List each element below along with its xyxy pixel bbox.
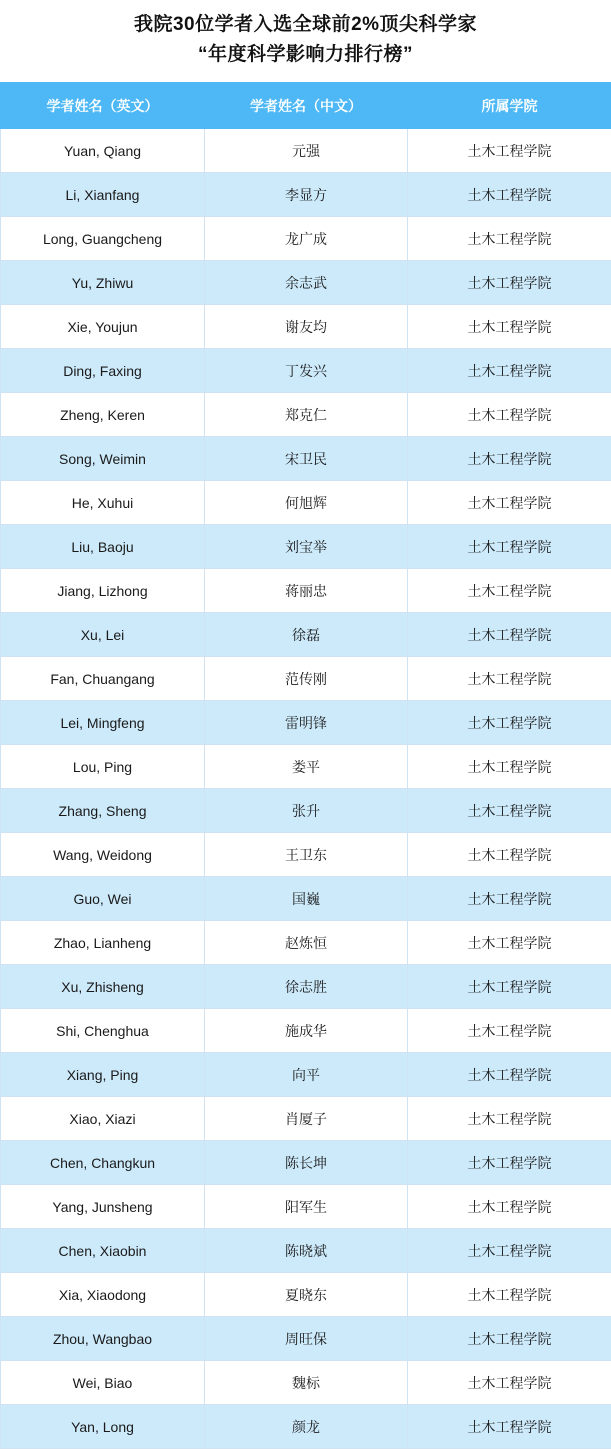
cell-name-zh: 娄平: [205, 745, 408, 789]
table-row: [1, 965, 611, 1009]
table-row: [1, 1053, 611, 1097]
cell-name-zh: 谢友均: [205, 305, 408, 349]
table-row: [1, 481, 611, 525]
cell-name-zh: 徐志胜: [205, 965, 408, 1009]
cell-name-en: Fan, Chuangang: [1, 657, 205, 701]
cell-school: 土木工程学院: [408, 921, 611, 965]
table-row: [1, 789, 611, 833]
table-row: [1, 833, 611, 877]
cell-name-zh: 蒋丽忠: [205, 569, 408, 613]
table-row: [1, 877, 611, 921]
cell-name-en: Zhao, Lianheng: [1, 921, 205, 965]
cell-name-zh: 夏晓东: [205, 1273, 408, 1317]
cell-name-en: Wang, Weidong: [1, 833, 205, 877]
cell-school: 土木工程学院: [408, 129, 611, 173]
cell-school: 土木工程学院: [408, 393, 611, 437]
cell-name-en: Long, Guangcheng: [1, 217, 205, 261]
table-row: [1, 261, 611, 305]
cell-name-zh: 赵炼恒: [205, 921, 408, 965]
table-row: [1, 305, 611, 349]
cell-name-zh: 王卫东: [205, 833, 408, 877]
table-body: [1, 129, 611, 1449]
table-header: [1, 83, 611, 129]
table-row: [1, 613, 611, 657]
table-row: [1, 1185, 611, 1229]
table-row: [1, 1273, 611, 1317]
cell-school: 土木工程学院: [408, 1097, 611, 1141]
cell-name-en: Zheng, Keren: [1, 393, 205, 437]
table-row: [1, 1097, 611, 1141]
cell-name-en: Yuan, Qiang: [1, 129, 205, 173]
cell-name-zh: 郑克仁: [205, 393, 408, 437]
cell-school: 土木工程学院: [408, 965, 611, 1009]
table-row: [1, 1361, 611, 1405]
cell-school: 土木工程学院: [408, 569, 611, 613]
cell-name-en: Yang, Junsheng: [1, 1185, 205, 1229]
cell-name-zh: 肖厦子: [205, 1097, 408, 1141]
cell-school: 土木工程学院: [408, 305, 611, 349]
cell-name-zh: 颜龙: [205, 1405, 408, 1449]
page-title-line-1: 我院30位学者入选全球前2%顶尖科学家: [20, 10, 591, 40]
table-header-row: [1, 83, 611, 129]
page-title-line-2: “年度科学影响力排行榜”: [20, 40, 591, 70]
cell-name-en: Li, Xianfang: [1, 173, 205, 217]
cell-school: 土木工程学院: [408, 1405, 611, 1449]
cell-name-en: Xiang, Ping: [1, 1053, 205, 1097]
cell-name-en: Chen, Changkun: [1, 1141, 205, 1185]
table-row: [1, 173, 611, 217]
cell-school: 土木工程学院: [408, 833, 611, 877]
cell-name-zh: 陈晓斌: [205, 1229, 408, 1273]
cell-school: 土木工程学院: [408, 1273, 611, 1317]
cell-school: 土木工程学院: [408, 613, 611, 657]
cell-name-en: Xu, Lei: [1, 613, 205, 657]
table-row: [1, 525, 611, 569]
cell-school: 土木工程学院: [408, 1053, 611, 1097]
table-row: [1, 921, 611, 965]
cell-school: 土木工程学院: [408, 1009, 611, 1053]
cell-name-zh: 雷明锋: [205, 701, 408, 745]
page-title: [0, 0, 611, 82]
cell-school: 土木工程学院: [408, 745, 611, 789]
cell-name-zh: 阳军生: [205, 1185, 408, 1229]
cell-school: 土木工程学院: [408, 701, 611, 745]
cell-name-zh: 丁发兴: [205, 349, 408, 393]
cell-school: 土木工程学院: [408, 173, 611, 217]
table-row: [1, 217, 611, 261]
cell-name-zh: 李显方: [205, 173, 408, 217]
cell-name-en: Shi, Chenghua: [1, 1009, 205, 1053]
cell-school: 土木工程学院: [408, 525, 611, 569]
cell-school: 土木工程学院: [408, 261, 611, 305]
cell-name-zh: 魏标: [205, 1361, 408, 1405]
column-header-name-en: 学者姓名（英文）: [1, 83, 205, 129]
column-header-school: 所属学院: [408, 83, 611, 129]
cell-name-en: Ding, Faxing: [1, 349, 205, 393]
cell-name-en: Zhou, Wangbao: [1, 1317, 205, 1361]
cell-name-zh: 徐磊: [205, 613, 408, 657]
cell-name-en: Xie, Youjun: [1, 305, 205, 349]
cell-school: 土木工程学院: [408, 1141, 611, 1185]
cell-name-en: Lei, Mingfeng: [1, 701, 205, 745]
cell-school: 土木工程学院: [408, 877, 611, 921]
table-row: [1, 349, 611, 393]
cell-name-en: Guo, Wei: [1, 877, 205, 921]
cell-name-en: Lou, Ping: [1, 745, 205, 789]
table-row: [1, 1317, 611, 1361]
cell-school: 土木工程学院: [408, 1361, 611, 1405]
cell-name-zh: 张升: [205, 789, 408, 833]
table-row: [1, 701, 611, 745]
table-row: [1, 569, 611, 613]
cell-school: 土木工程学院: [408, 1229, 611, 1273]
table-row: [1, 1009, 611, 1053]
cell-name-zh: 何旭辉: [205, 481, 408, 525]
table-row: [1, 745, 611, 789]
cell-name-zh: 向平: [205, 1053, 408, 1097]
cell-name-en: Zhang, Sheng: [1, 789, 205, 833]
cell-school: 土木工程学院: [408, 1185, 611, 1229]
cell-school: 土木工程学院: [408, 657, 611, 701]
cell-name-zh: 刘宝举: [205, 525, 408, 569]
table-row: [1, 1229, 611, 1273]
cell-name-zh: 陈长坤: [205, 1141, 408, 1185]
cell-name-zh: 范传刚: [205, 657, 408, 701]
cell-name-en: Yan, Long: [1, 1405, 205, 1449]
table-row: [1, 657, 611, 701]
cell-school: 土木工程学院: [408, 349, 611, 393]
cell-name-en: Xia, Xiaodong: [1, 1273, 205, 1317]
cell-name-en: Xu, Zhisheng: [1, 965, 205, 1009]
table-row: [1, 129, 611, 173]
cell-school: 土木工程学院: [408, 789, 611, 833]
cell-name-en: Song, Weimin: [1, 437, 205, 481]
cell-name-en: Xiao, Xiazi: [1, 1097, 205, 1141]
column-header-name-zh: 学者姓名（中文）: [205, 83, 408, 129]
cell-school: 土木工程学院: [408, 481, 611, 525]
cell-school: 土木工程学院: [408, 217, 611, 261]
table-row: [1, 1405, 611, 1449]
cell-name-en: Yu, Zhiwu: [1, 261, 205, 305]
cell-school: 土木工程学院: [408, 1317, 611, 1361]
cell-name-zh: 龙广成: [205, 217, 408, 261]
cell-name-en: Wei, Biao: [1, 1361, 205, 1405]
cell-name-en: Chen, Xiaobin: [1, 1229, 205, 1273]
cell-name-zh: 余志武: [205, 261, 408, 305]
cell-name-en: Jiang, Lizhong: [1, 569, 205, 613]
cell-name-zh: 宋卫民: [205, 437, 408, 481]
scholars-table: [0, 82, 611, 1449]
cell-name-zh: 周旺保: [205, 1317, 408, 1361]
cell-name-en: Liu, Baoju: [1, 525, 205, 569]
table-row: [1, 437, 611, 481]
cell-name-zh: 国巍: [205, 877, 408, 921]
cell-school: 土木工程学院: [408, 437, 611, 481]
cell-name-en: He, Xuhui: [1, 481, 205, 525]
cell-name-zh: 元强: [205, 129, 408, 173]
table-row: [1, 1141, 611, 1185]
table-row: [1, 393, 611, 437]
cell-name-zh: 施成华: [205, 1009, 408, 1053]
